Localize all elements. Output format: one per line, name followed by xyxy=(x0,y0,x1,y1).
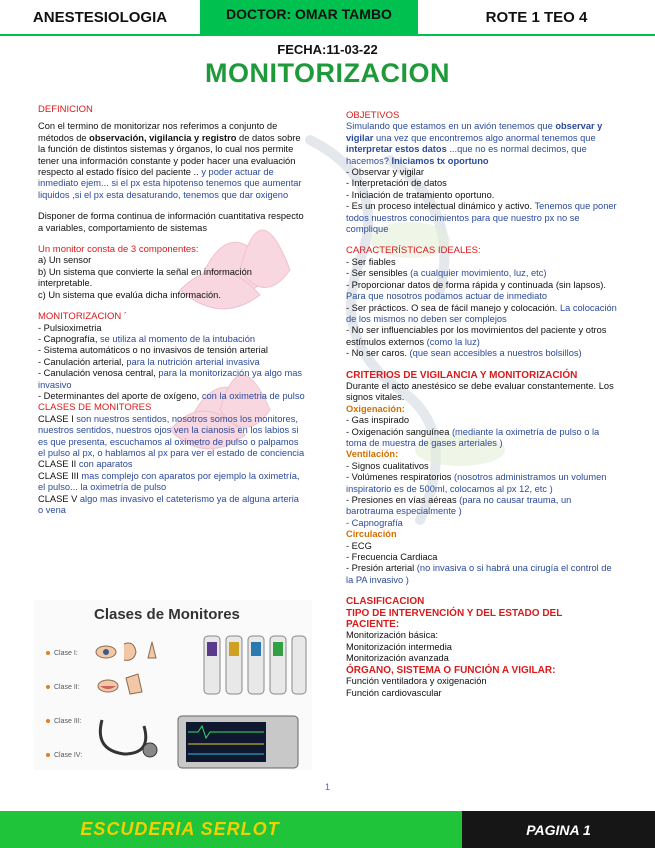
monitor-item-label: - Capnografía, xyxy=(38,333,101,344)
objetivos-heading: OBJETIVOS xyxy=(346,110,400,121)
criteria-item xyxy=(346,472,618,495)
monitor-item xyxy=(38,334,306,345)
feature-label: - Ser sensibles xyxy=(346,268,411,279)
definicion-heading: DEFINICION xyxy=(38,104,93,115)
bullet-icon xyxy=(46,685,50,689)
class-label-text: Clase I: xyxy=(54,650,78,657)
clase-note: son nuestros sentidos, nosotros somos los monitores, nuestros sentidos, nuestros ojos ven la cianosis en los labios si es que presenta, escuchamos al oximetro de pulso o palpamos el pulso al px, o hablamos al px para ver el estado de conciencia xyxy=(38,413,305,458)
monitorizacion-heading: MONITORIZACION ´ xyxy=(38,311,128,323)
monitor-classes-image xyxy=(34,600,312,770)
criteria-label: - Presión arterial xyxy=(346,563,417,574)
class-label-text: Clase IV: xyxy=(54,752,83,759)
criteria-item: - Capnografía xyxy=(346,517,403,528)
class-item: Monitorización intermedia xyxy=(346,641,452,652)
clase-label: CLASE III xyxy=(38,470,82,481)
objective-note: Tenemos que poner todos nuestros conocimientos para que nuestro px no se complique xyxy=(346,201,617,235)
bullet-icon xyxy=(46,651,50,655)
class-item: Monitorización avanzada xyxy=(346,653,449,664)
monitor-item xyxy=(38,368,306,391)
monitor-item xyxy=(38,357,306,368)
definicion-note: y poder actuar de inmediato ejem... si el px esta hipotenso tenemos que aumentar liquidos ,si el px esta desaturando, tenemos que dar oxigeno xyxy=(38,167,302,200)
criteria-item: - ECG xyxy=(346,540,372,551)
class-label-text: Clase II: xyxy=(54,684,80,691)
criteria-label: - Oxigenación sanguínea xyxy=(346,426,452,437)
feature-item xyxy=(346,348,618,359)
caracteristicas-heading: CARACTERÍSTICAS IDEALES: xyxy=(346,245,481,257)
objective-label: - Es un proceso intelectual dinámico y activo. xyxy=(346,201,535,212)
clase-note: algo mas invasivo el cateterismo ya de alguna arteria o vena xyxy=(38,493,299,515)
clase-item xyxy=(38,414,306,460)
clase-label: CLASE II xyxy=(38,459,79,470)
bullet-icon xyxy=(46,753,50,757)
clase-item xyxy=(38,459,306,470)
criteria-item: - Frecuencia Cardiaca xyxy=(346,552,438,563)
feature-label: - No ser influenciables por los movimientos del paciente y otros estímulos externos xyxy=(346,325,607,347)
left-column xyxy=(38,104,306,516)
disponer-text: Disponer de forma continua de información cuantitativa respecto a variables, comportamiento de sistemas xyxy=(38,211,304,233)
criteria-note: (mediante la oximetría de pulso o la toma de muestra de gases arteriales ) xyxy=(346,426,600,448)
component-item: b) Un sistema que convierte la señal en información interpretable. xyxy=(38,266,252,289)
definicion-text xyxy=(38,121,306,201)
clase-note: con aparatos xyxy=(78,459,133,470)
objetivos-intro xyxy=(346,121,618,167)
criteria-item xyxy=(346,495,618,518)
pulse-oximeters xyxy=(204,636,306,694)
obj-part: Simulando que estamos en un avión tenemos que xyxy=(346,121,556,132)
class-label xyxy=(46,684,80,691)
objective-item xyxy=(346,201,618,235)
monitors-pictures xyxy=(94,630,309,770)
page-title: MONITORIZACION xyxy=(205,58,450,88)
clase-note: mas complejo con aparatos por ejemplo la oximetría, el pulso... la oximetría de pulso xyxy=(38,470,300,493)
monitor-item: - Pulsioximetria xyxy=(38,322,102,333)
monitor-item-label: - Canulación venosa central, xyxy=(38,368,159,379)
monitor-item-label: - Determinantes del aporte de oxígeno, xyxy=(38,390,202,401)
criteria-note: (nosotros administramos un volumen inspiratorio es de 500ml, colocamos al px 12, etc ) xyxy=(346,472,607,494)
date: FECHA:11-03-22 xyxy=(277,42,378,57)
clases-heading: CLASES DE MONITORES xyxy=(38,402,152,414)
feature-note: (como la luz) xyxy=(426,336,480,347)
criteria-note: (para no causar trauma, un barotrauma especialmente ) xyxy=(346,495,572,517)
obj-part: ...que no es normal decimos, que hacemos? xyxy=(346,144,587,166)
criterios-text: Durante el acto anestésico se debe evaluar constantemente. Los signos vitales. xyxy=(346,380,614,403)
criteria-item xyxy=(346,563,618,586)
tipo-heading: TIPO DE INTERVENCIÓN Y DEL ESTADO DEL PACIENTE: xyxy=(346,607,563,631)
objective-item: - Iniciación de tratamiento oportuno. xyxy=(346,189,495,200)
clasificacion-heading: CLASIFICACION xyxy=(346,596,425,608)
monitor-item-note: para la nutrición arterial invasiva xyxy=(126,356,260,367)
component-item: a) Un sensor xyxy=(38,255,92,266)
class-item: Función cardiovascular xyxy=(346,687,442,698)
header-subject: ANESTESIOLOGIA xyxy=(0,0,200,36)
obj-bold: observar y vigilar xyxy=(346,121,603,143)
monitor-item-label: - Canulación arterial, xyxy=(38,356,127,367)
class-item: Monitorización básica: xyxy=(346,630,438,641)
criteria-label: - Volúmenes respiratorios xyxy=(346,472,454,483)
feature-label: - Ser prácticos. O sea de fácil manejo y colocación. xyxy=(346,302,560,313)
feature-note: (a cualquier movimiento, luz, etc) xyxy=(410,268,547,279)
patient-monitor-icon xyxy=(178,716,298,768)
monitor-item-note: se utiliza al momento de la intubación xyxy=(100,333,256,344)
senses-icons xyxy=(96,642,156,694)
componentes-heading: Un monitor consta de 3 componentes: xyxy=(38,244,199,256)
component-item: c) Un sistema que evalúa dicha información. xyxy=(38,289,221,300)
feature-item xyxy=(346,303,618,326)
monitor-item: - Sistema automáticos o no invasivos de tensión arterial xyxy=(38,345,268,356)
monitor-item-note: para la monitorización ya algo mas invasivo xyxy=(38,368,303,390)
objective-item: - Interpretación de datos xyxy=(346,178,447,189)
definicion-part-a: Con el termino de monitorizar nos referimos a conjunto de métodos de xyxy=(38,121,278,143)
obj-bold: Iniciamos tx oportuno xyxy=(391,155,489,166)
obj-part: una vez que encontremos algo anormal tenemos que xyxy=(373,132,596,143)
criteria-item xyxy=(346,427,618,450)
clase-item xyxy=(38,471,306,494)
clase-label: CLASE I xyxy=(38,413,77,424)
monitor-item xyxy=(38,391,306,402)
oxigenacion-heading: Oxigenación: xyxy=(346,403,405,414)
feature-note: Para que nosotros podamos actuar de inmediato xyxy=(346,291,548,302)
clase-item xyxy=(38,494,306,517)
feature-label: - No ser caros. xyxy=(346,348,410,359)
definicion-part-c: de datos sobre la función de distintos sistemas y órganos, lo cual nos permite tener una información constante y poder hacer una evaluación respecto al estado físico del paciente .. xyxy=(38,132,301,178)
class-label xyxy=(46,718,82,725)
clase-label: CLASE V xyxy=(38,493,80,504)
obj-bold: interpretar estos datos xyxy=(346,144,447,155)
footer-brand: ESCUDERIA SERLOT xyxy=(80,819,280,839)
criteria-note: (no invasiva o si habrá una cirugía el control de la PA invasivo ) xyxy=(346,563,612,585)
footer-page: PAGINA 1 xyxy=(462,811,655,848)
class-item: Función ventiladora y oxigenación xyxy=(346,676,487,687)
footer xyxy=(0,811,655,848)
criteria-label: - Presiones en vías aéreas xyxy=(346,495,460,505)
feature-note: (que sean accesibles a nuestros bolsillos) xyxy=(409,348,582,359)
monitor-item-note: con la oximetria de pulso xyxy=(201,390,305,401)
feature-item xyxy=(346,280,618,303)
class-label-text: Clase III: xyxy=(54,718,82,725)
page-number: 1 xyxy=(324,782,330,792)
objective-item: - Observar y vigilar xyxy=(346,167,425,178)
feature-item: - Ser fiables xyxy=(346,256,396,267)
header-doctor: DOCTOR: OMAR TAMBO xyxy=(200,0,418,36)
feature-note: La colocación de los mismos no deben ser complejos xyxy=(346,302,617,324)
class-label xyxy=(46,650,78,657)
organo-heading: ÓRGANO, SISTEMA O FUNCIÓN A VIGILAR: xyxy=(346,664,556,676)
definicion-bold: observación, vigilancia y registro xyxy=(89,132,237,143)
feature-item xyxy=(346,268,618,279)
circulacion-heading: Circulación xyxy=(346,529,397,540)
criterios-heading: CRITERIOS DE VIGILANCIA Y MONITORIZACIÓN xyxy=(346,369,578,381)
stethoscope-icon xyxy=(100,720,157,757)
image-title: Clases de Monitores xyxy=(94,606,240,623)
criteria-item: - Gas inspirado xyxy=(346,415,410,426)
ventilacion-heading: Ventilación: xyxy=(346,449,399,460)
criteria-item: - Signos cualitativos xyxy=(346,460,429,471)
header-rote: ROTE 1 TEO 4 xyxy=(418,0,655,36)
class-label xyxy=(46,752,82,759)
bullet-icon xyxy=(46,719,50,723)
feature-item xyxy=(346,325,618,348)
feature-label: - Proporcionar datos de forma rápida y continuada (sin lapsos). xyxy=(346,279,606,290)
right-column xyxy=(346,110,618,699)
